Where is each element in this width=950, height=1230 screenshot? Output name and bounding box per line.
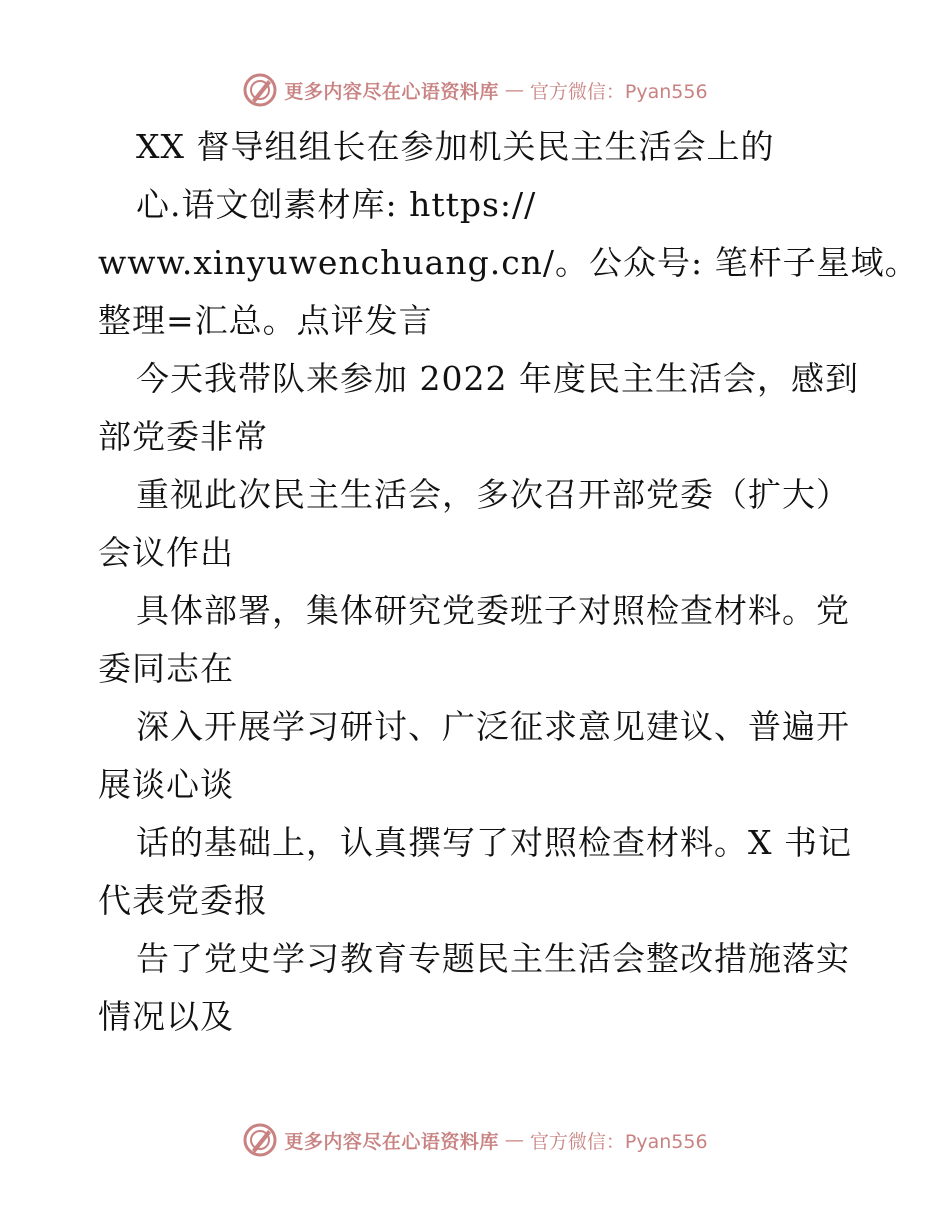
text-line: 情况以及 (98, 997, 234, 1036)
text-line: 告了党史学习教育专题民主生活会整改措施落实 (136, 939, 850, 978)
text-line: www.xinyuwenchuang.cn/。公众号: 笔杆子星域。 (98, 243, 919, 282)
text-line: 心.语文创素材库: https:// (136, 185, 537, 224)
text-line: 部党委非常 (98, 417, 268, 456)
banner-title: 更多内容尽在心语资料库 (284, 80, 499, 103)
text-line: 话的基础上，认真撰写了对照检查材料。X 书记 (136, 823, 852, 862)
text-line: 代表党委报 (98, 881, 268, 920)
text-line: 展谈心谈 (98, 765, 234, 804)
text-line: 会议作出 (98, 533, 234, 572)
banner-separator: — (504, 1129, 524, 1151)
banner-contact: 官方微信：Pyan556 (529, 1130, 708, 1153)
banner-separator: — (504, 79, 524, 101)
pen-logo-icon (242, 1122, 278, 1158)
text-line: 重视此次民主生活会，多次召开部党委（扩大） (136, 475, 850, 514)
pen-logo-icon (242, 72, 278, 108)
text-line: 今天我带队来参加 2022 年度民主生活会，感到 (136, 359, 859, 398)
text-line: XX 督导组组长在参加机关民主生活会上的 (136, 127, 775, 166)
document-body (98, 118, 919, 1046)
footer-banner (0, 1120, 950, 1160)
banner-contact: 官方微信：Pyan556 (529, 80, 708, 103)
text-line: 委同志在 (98, 649, 234, 688)
text-line: 具体部署，集体研究党委班子对照检查材料。党 (136, 591, 850, 630)
text-line: 深入开展学习研讨、广泛征求意见建议、普遍开 (136, 707, 850, 746)
text-line: 整理=汇总。点评发言 (98, 301, 433, 340)
banner-title: 更多内容尽在心语资料库 (284, 1130, 499, 1153)
header-banner (0, 70, 950, 110)
